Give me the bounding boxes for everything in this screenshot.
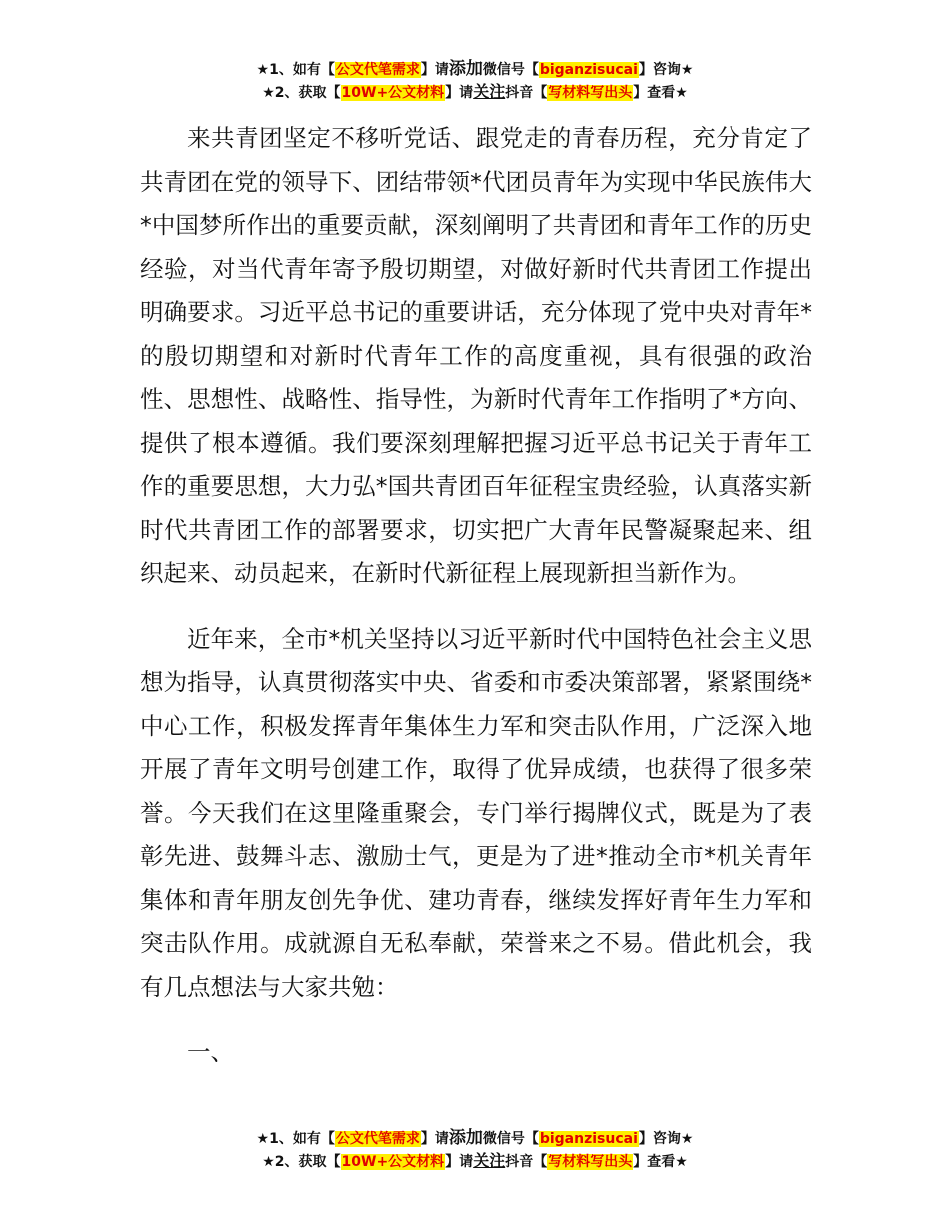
highlight-wechat-id: biganzisucai	[539, 1131, 638, 1147]
banner-text: 】请	[445, 85, 474, 101]
highlight-wechat-id: biganzisucai	[539, 62, 638, 78]
banner-text: 】咨询	[638, 62, 681, 78]
banner-line-1	[0, 1127, 950, 1150]
banner-text: 】查看	[633, 1154, 676, 1170]
banner-text: 2、获取【	[274, 85, 341, 101]
header-banner	[0, 58, 950, 104]
paragraph: 来共青团坚定不移听党话、跟党走的青春历程，充分肯定了共青团在党的领导下、团结带领*代团员青年为实现中华民族伟大*中国梦所作出的重要贡献，深刻阐明了共青团和青年工作的历史经验，对当代青年寄予殷切期望，对做好新时代共青团工作提出明确要求。习近平总书记的重要讲话，充分体现了党中央对青年*的殷切期望和对新时代青年工作的高度重视，具有很强的政治性、思想性、战略性、指导性，为新时代青年工作指明了*方向、提供了根本遵循。我们要深刻理解把握习近平总书记关于青年工作的重要思想，大力弘*国共青团百年征程宝贵经验，认真落实新时代共青团工作的部署要求，切实把广大青年民警凝聚起来、组织起来、动员起来，在新时代新征程上展现新担当新作为。	[140, 124, 812, 587]
star-icon: ★	[675, 1154, 688, 1170]
banner-text: 抖音【	[505, 85, 548, 101]
banner-line-1	[0, 58, 950, 81]
banner-text: 1、如有【	[269, 62, 335, 78]
highlight-materials: 10W+公文材料	[341, 1154, 445, 1170]
document-body	[140, 117, 812, 1075]
star-icon: ★	[262, 85, 275, 101]
banner-emphasis: 添加	[448, 1128, 483, 1148]
star-icon: ★	[262, 1154, 275, 1170]
banner-text: 】请	[420, 62, 449, 78]
banner-text: 1、如有【	[269, 1131, 335, 1147]
banner-text: 微信号【	[482, 1131, 539, 1147]
banner-text: 】查看	[633, 85, 676, 101]
highlight-douyin-account: 写材料写出头	[548, 1154, 633, 1170]
banner-text: 2、获取【	[274, 1154, 341, 1170]
banner-text: 微信号【	[482, 62, 539, 78]
banner-emphasis: 关注	[473, 1151, 506, 1170]
star-icon: ★	[256, 62, 270, 78]
footer-banner	[0, 1127, 950, 1173]
banner-text: 】咨询	[638, 1131, 681, 1147]
highlight-service: 公文代笔需求	[335, 62, 420, 78]
highlight-service: 公文代笔需求	[335, 1131, 420, 1147]
star-icon: ★	[256, 1131, 270, 1147]
banner-line-2	[0, 81, 950, 104]
banner-text: 】请	[420, 1131, 449, 1147]
banner-text: 抖音【	[505, 1154, 548, 1170]
banner-emphasis: 关注	[473, 82, 506, 101]
paragraph: 近年来，全市*机关坚持以习近平新时代中国特色社会主义思想为指导，认真贯彻落实中央、省委和市委决策部署，紧紧围绕*中心工作，积极发挥青年集体生力军和突击队作用，广泛深入地开展了青年文明号创建工作，取得了优异成绩，也获得了很多荣誉。今天我们在这里隆重聚会，专门举行揭牌仪式，既是为了表彰先进、鼓舞斗志、激励士气，更是为了进*推动全市*机关青年集体和青年朋友创先争优、建功青春，继续发挥好青年生力军和突击队作用。成就源自无私奉献，荣誉来之不易。借此机会，我有几点想法与大家共勉：	[140, 624, 812, 1001]
banner-emphasis: 添加	[448, 59, 483, 79]
star-icon: ★	[680, 1131, 694, 1147]
section-heading: 一、	[187, 1038, 234, 1066]
highlight-douyin-account: 写材料写出头	[548, 85, 633, 101]
star-icon: ★	[675, 85, 688, 101]
highlight-materials: 10W+公文材料	[341, 85, 445, 101]
banner-line-2	[0, 1150, 950, 1173]
banner-text: 】请	[445, 1154, 474, 1170]
star-icon: ★	[680, 62, 694, 78]
